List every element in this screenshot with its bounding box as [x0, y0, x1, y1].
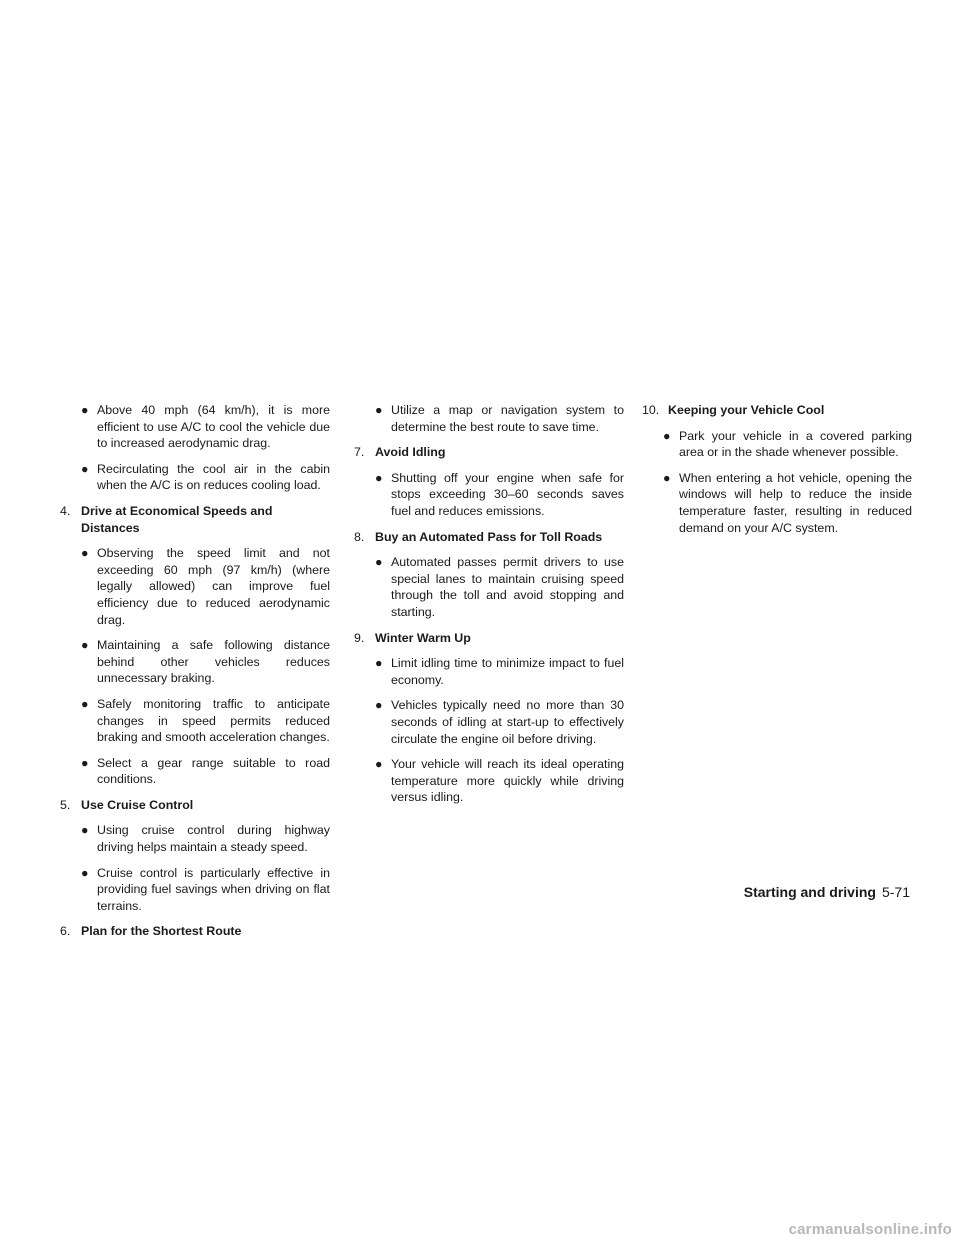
section-heading [354, 630, 624, 647]
list-item [354, 655, 624, 688]
bullet-icon: ● [81, 403, 89, 417]
list-item [642, 470, 912, 536]
list-item-text: Observing the speed limit and not exceeding 60 mph (97 km/h) (where legally allowed) can improve fuel efficiency due to reduced aerodynamic drag. [97, 546, 330, 627]
list-item [60, 545, 330, 628]
bullet-icon: ● [81, 638, 89, 653]
list-item-text: Select a gear range suitable to road conditions. [97, 755, 330, 787]
list-item [642, 428, 912, 461]
bullet-icon: ● [81, 696, 89, 711]
section [354, 444, 624, 519]
bullet-icon: ● [375, 470, 383, 485]
list-item [60, 402, 330, 452]
section-heading [354, 444, 624, 461]
list-item-text: When entering a hot vehicle, opening the windows will help to reduce the inside temperature faster, resulting in reduced demand on your A/C system. [679, 470, 912, 535]
section-title: Avoid Idling [375, 445, 446, 460]
bullet-icon: ● [81, 755, 89, 770]
list-item-text: Limit idling time to minimize impact to fuel economy. [391, 656, 624, 687]
list-item-text: Maintaining a safe following distance behind other vehicles reduces unnecessary braking. [97, 638, 330, 686]
list-item [60, 822, 330, 855]
column-right [642, 402, 912, 545]
list-item [354, 554, 624, 620]
list-item [60, 461, 330, 494]
list-item-text: Cruise control is particularly effective in providing fuel savings when driving on flat terrains. [97, 865, 330, 913]
list-item [354, 756, 624, 806]
list-item-text: Safely monitoring traffic to anticipate changes in speed permits reduced braking and smooth acceleration changes. [97, 696, 330, 745]
section-title: Plan for the Shortest Route [81, 924, 242, 939]
section-number: 9. [354, 630, 365, 645]
section-heading [60, 923, 330, 940]
bullet-icon: ● [375, 757, 383, 772]
bullet-icon: ● [81, 865, 89, 880]
section [642, 402, 912, 536]
section [354, 529, 624, 621]
bullet-icon: ● [81, 823, 89, 838]
section-title: Buy an Automated Pass for Toll Roads [375, 529, 603, 544]
bullet-icon: ● [81, 461, 89, 476]
list-item [354, 402, 624, 435]
bullet-icon: ● [663, 470, 671, 485]
section-heading [642, 402, 912, 419]
bullet-icon: ● [375, 656, 383, 671]
section-number: 7. [354, 445, 365, 460]
list-item-text: Recirculating the cool air in the cabin when the A/C is on reduces cooling load. [97, 461, 330, 493]
section-heading [60, 503, 330, 536]
bullet-icon: ● [375, 403, 383, 417]
section-number: 6. [60, 924, 71, 939]
column-middle [354, 402, 624, 815]
section-number: 8. [354, 529, 365, 544]
section-number: 5. [60, 797, 71, 812]
bullet-icon: ● [663, 428, 671, 443]
section-title: Winter Warm Up [375, 630, 471, 645]
page-footer [744, 884, 910, 900]
list-item-text: Using cruise control during highway driving helps maintain a steady speed. [97, 823, 330, 855]
list-item [60, 637, 330, 687]
bullet-icon: ● [375, 555, 383, 570]
list-item-text: Shutting off your engine when safe for stops exceeding 30–60 seconds saves fuel and reduces emissions. [391, 470, 624, 518]
section-title: Drive at Economical Speeds and Distances [81, 503, 273, 535]
section-number: 10. [642, 403, 660, 417]
section-heading [60, 797, 330, 814]
section-title: Use Cruise Control [81, 797, 194, 812]
column-left [60, 402, 330, 949]
section-heading [354, 529, 624, 546]
section [60, 923, 330, 940]
section-number: 4. [60, 503, 71, 518]
list-item-text: Park your vehicle in a covered parking area or in the shade whenever possible. [679, 428, 912, 460]
list-item [354, 697, 624, 747]
list-item [354, 470, 624, 520]
page-number: 5-71 [881, 884, 910, 900]
list-item [60, 865, 330, 915]
section [354, 630, 624, 806]
bullet-icon: ● [81, 546, 89, 561]
footer-section-title: Starting and driving [743, 884, 876, 900]
list-item [60, 696, 330, 746]
list-item-text: Your vehicle will reach its ideal operating temperature more quickly while driving versus idling. [391, 757, 624, 805]
watermark: carmanualsonline.info [788, 1221, 952, 1238]
section [60, 797, 330, 915]
list-item [60, 755, 330, 788]
list-item-text: Utilize a map or navigation system to determine the best route to save time. [391, 403, 624, 434]
section [60, 503, 330, 788]
bullet-icon: ● [375, 698, 383, 713]
section-title: Keeping your Vehicle Cool [668, 403, 825, 417]
list-item-text: Vehicles typically need no more than 30 seconds of idling at start-up to effectively circulate the engine oil before driving. [391, 698, 624, 746]
list-item-text: Automated passes permit drivers to use special lanes to maintain cruising speed through the toll and avoid stopping and starting. [391, 555, 624, 619]
list-item-text: Above 40 mph (64 km/h), it is more efficient to use A/C to cool the vehicle due to increased aerodynamic drag. [97, 403, 330, 451]
